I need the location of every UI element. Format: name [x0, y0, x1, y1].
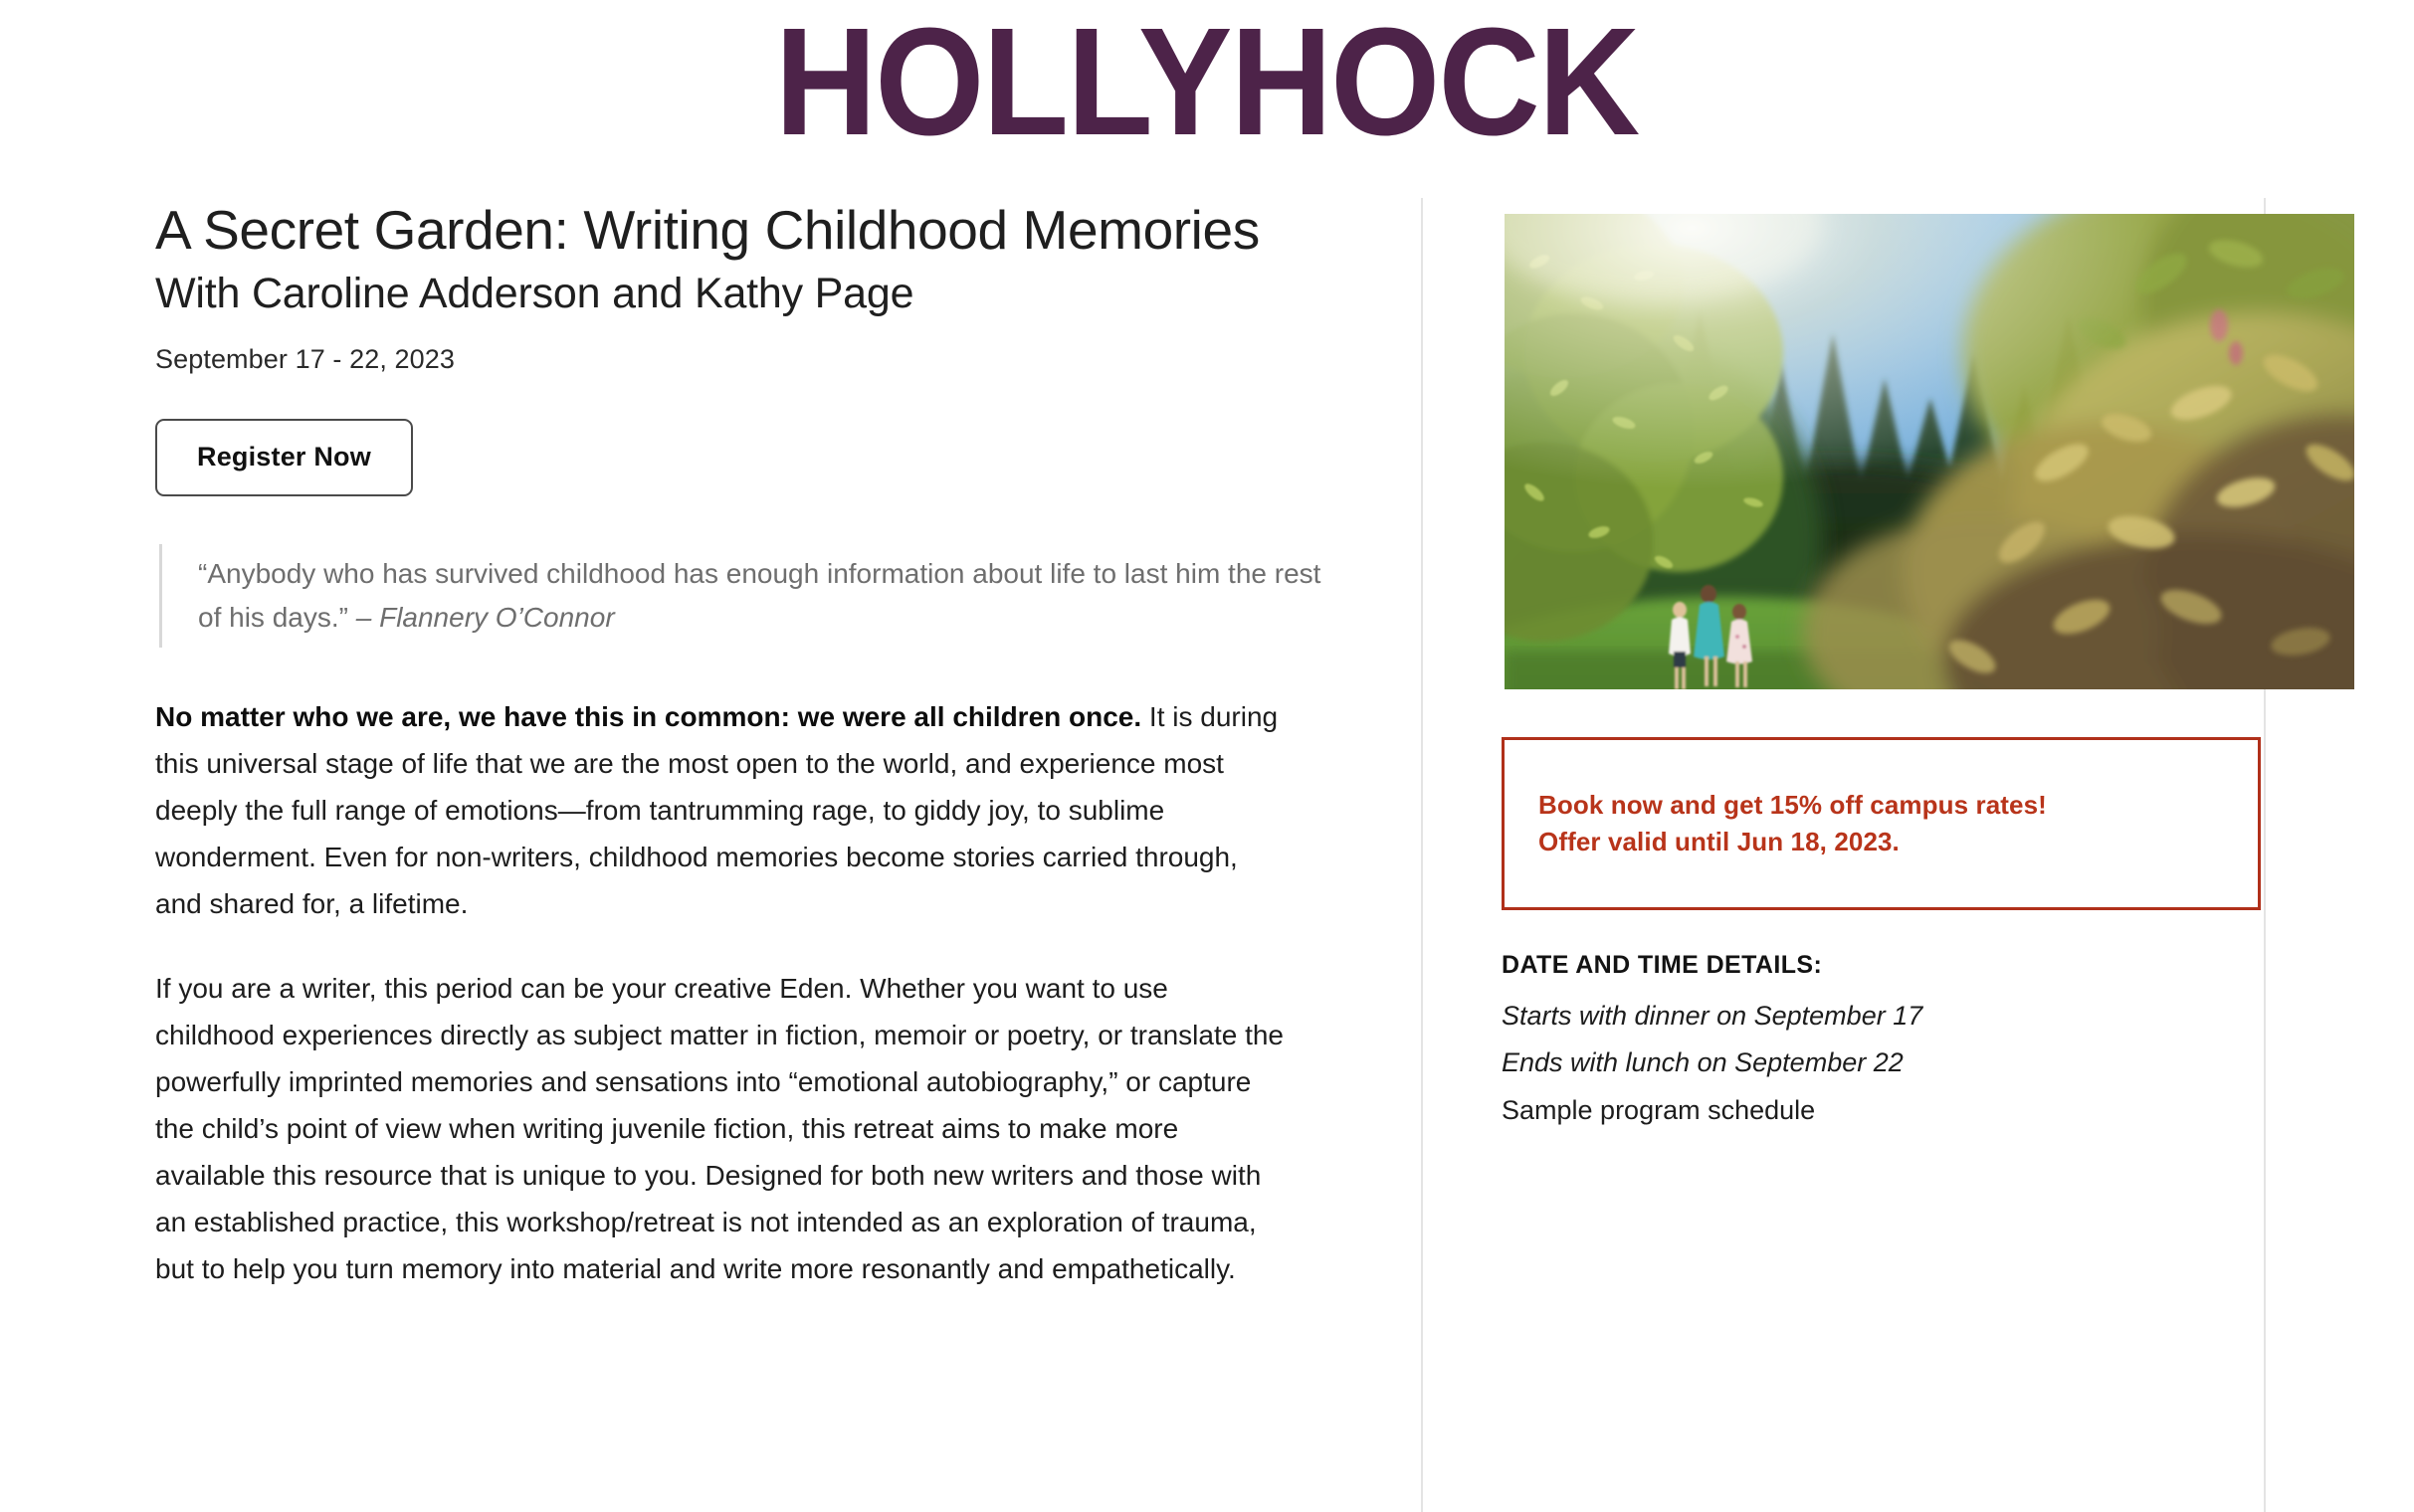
sidebar-column: [1421, 198, 2414, 1330]
promo-line-2: Offer valid until Jun 18, 2023.: [1538, 826, 1900, 856]
paragraph-1-lead: No matter who we are, we have this in common: we were all children once.: [155, 701, 1142, 733]
site-masthead: [0, 0, 2414, 167]
register-now-button[interactable]: Register Now: [155, 419, 413, 496]
sample-program-schedule-link[interactable]: Sample program schedule: [1502, 1094, 1816, 1125]
sidebar-left-divider: [1421, 198, 1423, 1512]
detail-start: Starts with dinner on September 17: [1502, 1000, 1923, 1031]
promo-line-1: Book now and get 15% off campus rates!: [1538, 790, 2047, 821]
program-dates: September 17 - 22, 2023: [155, 343, 456, 374]
page-title: A Secret Garden: Writing Childhood Memories: [155, 199, 1260, 262]
paragraph-2: If you are a writer, this period can be your creative Eden. Whether you want to use childhood experiences directly as subject matter in fiction, memoir or poetry, or translate the powerfully imprinted memories and sensations into “emotional autobiography,” or capture the child’s point of view when writing juvenile fiction, this retreat aims to make more available this resource that is unique to you. Designed for both new writers and those with an established practice, this workshop/retreat is not intended as an exploration of trauma, but to help you turn memory into material and write more resonantly and empathetically.: [155, 973, 1284, 1285]
garden-photo-illustration: [1505, 214, 2354, 689]
feature-photo: [1505, 214, 2354, 689]
paragraph-1-rest: It is during this universal stage of life that we are the most open to the world, and experience most deeply the full range of emotions—from tantrumming rage, to giddy joy, to sublime wonderment. Even for non-writers, childhood memories become stories carried through, and shared for, a lifetime.: [155, 701, 1279, 920]
body-copy: [155, 693, 1421, 1292]
details-heading: DATE AND TIME DETAILS:: [1502, 950, 1823, 979]
hollyhock-logo[interactable]: HOLLYHOCK: [775, 0, 1639, 167]
promo-callout: [1502, 737, 2261, 910]
pull-quote-attribution: – Flannery O’Connor: [355, 601, 615, 633]
pull-quote-body: “Anybody who has survived childhood has enough information about life to last him the rest of his days.”: [198, 557, 1321, 633]
date-and-time-details: [1502, 951, 2288, 1129]
main-column: [155, 198, 1421, 1330]
paragraph-1: [155, 693, 1290, 927]
page-content: [0, 198, 2414, 1330]
pull-quote-text: [198, 552, 1333, 640]
program-presenters: With Caroline Adderson and Kathy Page: [155, 269, 914, 317]
pull-quote: [159, 544, 1333, 648]
detail-end: Ends with lunch on September 22: [1502, 1047, 1904, 1078]
